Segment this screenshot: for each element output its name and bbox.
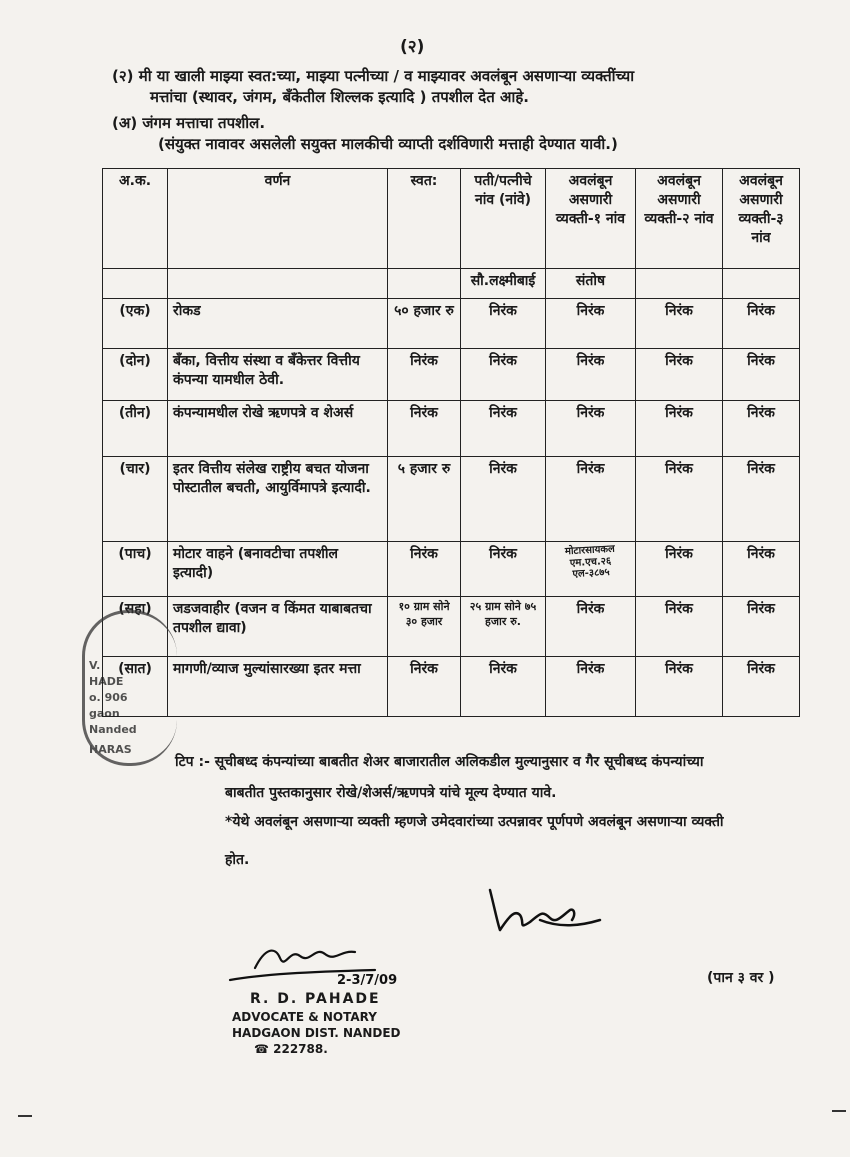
intro-line-4: (संयुक्त नावावर असलेली सयुक्त मालकीची व्याप्ती दर्शविणारी मत्ताही देण्यात यावी.)	[158, 135, 618, 153]
header-serial: अ.क.	[103, 169, 168, 269]
notary-phone: ☎ 222788.	[254, 1042, 328, 1057]
notary-name: R. D. PAHADE	[250, 991, 381, 1007]
notary-round-stamp: V. HADE o. 906 gaon Nanded HARAS	[82, 610, 177, 766]
note-line-1: टिप :- सूचीबध्द कंपन्यांच्या बाबतीत शेअर बाजारातील अलिकडील मुल्यानुसार व गैर सूचीबध्द कंपन्यांच्या	[175, 754, 704, 770]
table-row: (पाच) मोटार वाहने (बनावटीचा तपशील इत्यादी) निरंक निरंक मोटारसायकल एम.एच.२६ एल-३८७५ निरंक निरंक	[103, 542, 800, 597]
intro-line-1: (२) मी या खाली माझ्या स्वत:च्या, माझ्या पत्नीच्या / व माझ्यावर अवलंबून असणाऱ्या व्यक्तींच्या	[112, 67, 635, 85]
header-description: वर्णन	[168, 169, 388, 269]
note-line-3: *येथे अवलंबून असणाऱ्या व्यक्ती म्हणजे उमेदवारांच्या उत्पन्नावर पूर्णपणे अवलंबून असणाऱ्या व्यक्ती	[225, 814, 724, 830]
header-spouse: पती/पत्नीचे नांव (नांवे)	[461, 169, 546, 269]
continued-on-page-3: (पान ३ वर )	[707, 970, 775, 986]
notary-title: ADVOCATE & NOTARY	[232, 1009, 377, 1024]
header-self: स्वत:	[388, 169, 461, 269]
margin-mark	[18, 1115, 32, 1117]
header-dependent-2: अवलंबून असणारी व्यक्ती-२ नांव	[636, 169, 723, 269]
dependent-1-name: संतोष	[546, 269, 636, 299]
note-line-4: होत.	[225, 852, 250, 868]
intro-line-2: मत्तांचा (स्थावर, जंगम, बँकेतील शिल्लक इत्यादि ) तपशील देत आहे.	[150, 88, 529, 106]
names-row	[103, 269, 800, 299]
table-row: (चार) इतर वित्तीय संलेख राष्ट्रीय बचत योजना पोस्टातील बचती, आयुर्विमापत्रे इत्यादी. ५ हजार रु निरंक निरंक निरंक निरंक	[103, 457, 800, 542]
motorcycle-handwritten-entry: मोटारसायकल एम.एच.२६ एल-३८७५	[564, 543, 616, 580]
page-number: (२)	[400, 37, 425, 57]
notary-signature	[225, 938, 405, 988]
table-row: (तीन) कंपन्यामधील रोखे ऋणपत्रे व शेअर्स निरंक निरंक निरंक निरंक निरंक	[103, 401, 800, 457]
candidate-signature	[470, 880, 610, 940]
table-row: (सात) मागणी/व्याज मुल्यांसारख्या इतर मत्ता निरंक निरंक निरंक निरंक निरंक	[103, 657, 800, 717]
spouse-name: सौ.लक्ष्मीबाई	[461, 269, 546, 299]
notary-date: 2-3/7/09	[337, 973, 398, 988]
table-row: (एक) रोकड ५० हजार रु निरंक निरंक निरंक निरंक	[103, 299, 800, 349]
header-dependent-1: अवलंबून असणारी व्यक्ती-१ नांव	[546, 169, 636, 269]
table-row: (सहा) जडजवाहीर (वजन व किंमत याबाबतचा तपशील द्यावा) १० ग्राम सोने ३० हजार २५ ग्राम सोने ७५ हजार रु. निरंक निरंक निरंक	[103, 597, 800, 657]
header-row	[103, 169, 800, 269]
movable-assets-table	[102, 168, 800, 717]
table-row: (दोन) बँका, वित्तीय संस्था व बँकेत्तर वित्तीय कंपन्या यामधील ठेवी. निरंक निरंक निरंक निरंक निरंक	[103, 349, 800, 401]
notary-details	[232, 990, 401, 1057]
margin-mark	[832, 1110, 846, 1112]
notary-address: HADGAON DIST. NANDED	[232, 1026, 401, 1041]
intro-line-3: (अ) जंगम मत्ताचा तपशील.	[112, 114, 266, 132]
header-dependent-3: अवलंबून असणारी व्यक्ती-३ नांव	[723, 169, 800, 269]
note-line-2: बाबतीत पुस्तकानुसार रोखे/शेअर्स/ऋणपत्रे यांचे मूल्य देण्यात यावे.	[225, 785, 557, 801]
